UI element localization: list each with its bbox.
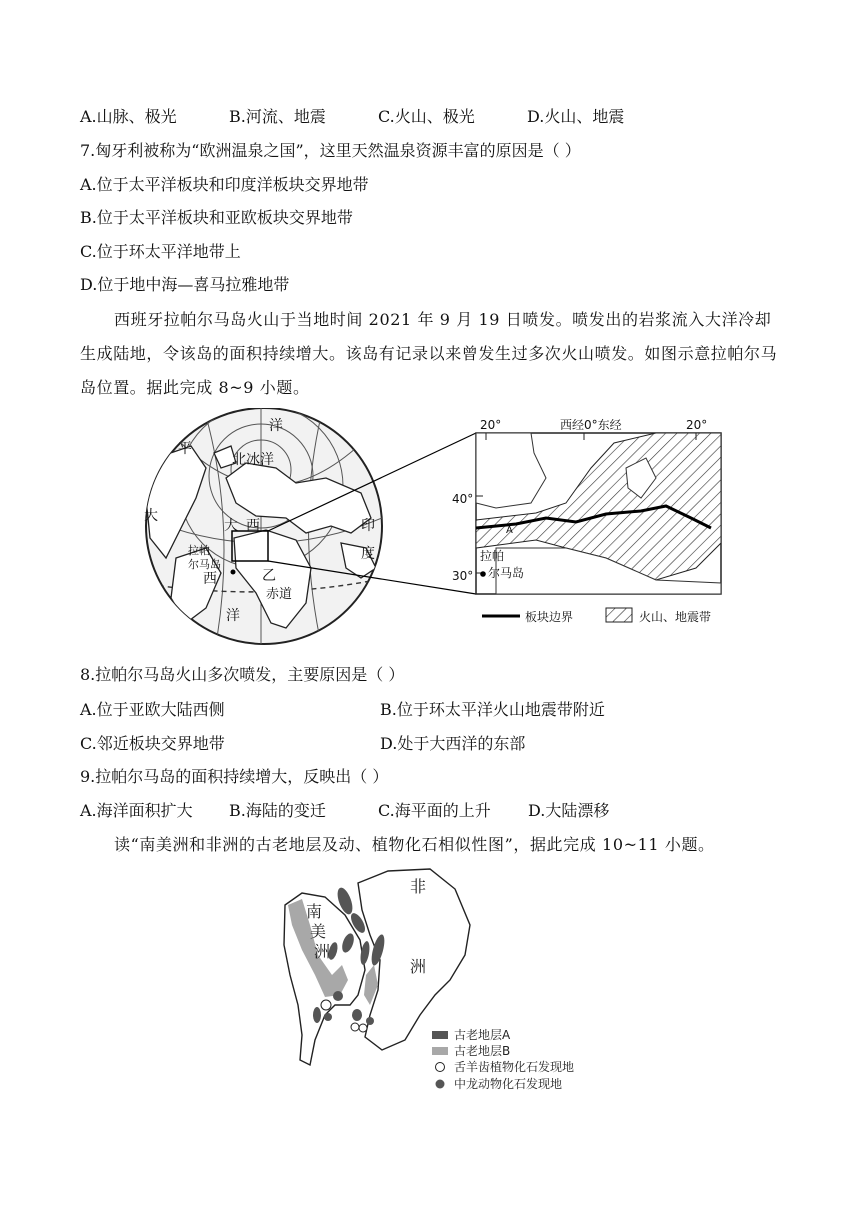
glossopteris-fossil-2 [351,1023,359,1031]
legend-volcano-belt: 火山、地震带 [639,610,712,624]
inset-mark-a: A [506,525,513,536]
q8-option-b: B.位于环太平洋火山地震带附近 [380,700,605,719]
glossopteris-fossil-3 [359,1024,367,1032]
q6-option-b: B.河流、地震 [229,107,326,126]
stratum-a-7 [313,1007,321,1023]
inset-lat-40: 40° [452,492,474,506]
q7-option-c: C.位于环太平洋地带上 [80,242,241,261]
globe-label-da-left: 大 [144,508,158,524]
legend-stratum-b-symbol [432,1047,448,1055]
mesosaurus-fossil-1 [333,991,343,1001]
globe-label-yin: 印 [361,518,375,534]
sa-label-3: 洲 [314,942,331,961]
q9-option-c: C.海平面的上升 [378,801,491,820]
q7-option-d: D.位于地中海—喜马拉雅地带 [80,275,290,294]
inset-map [452,418,721,624]
mesosaurus-fossil-3 [366,1017,374,1025]
legend-glossopteris-symbol [436,1063,445,1072]
mesosaurus-fossil-2 [324,1013,332,1021]
legend-plate-boundary: 板块边界 [525,610,574,624]
inset-lon-right: 20° [686,418,708,432]
q6-option-a: A.山脉、极光 [80,107,177,126]
q7-option-b: B.位于太平洋板块和亚欧板块交界地带 [80,208,353,227]
legend-stratum-a: 古老地层A [454,1028,511,1042]
globe-label-du: 度 [361,546,375,562]
glossopteris-fossil-1 [321,1000,331,1010]
globe-label-xi: 西 [203,571,217,587]
passage-la-palma: 西班牙拉帕尔马岛火山于当地时间 2021 年 9 月 19 日喷发。喷发出的岩浆流入大洋冷却生成陆地，令该岛的面积持续增大。该岛有记录以来曾发生过多次火山喷发。如图示意拉帕尔马岛位置。据此完成 8~9 小题。 [80,310,778,397]
q6-option-c: C.火山、极光 [378,107,475,126]
legend-stratum-a-symbol [432,1031,448,1039]
q8-option-c: C.邻近板块交界地带 [80,734,225,753]
af-label-2: 洲 [410,957,427,976]
globe-label-la-pa: 拉帕 [188,544,210,557]
globe-label-arctic: 北冰洋 [232,452,274,468]
globe-label-da: 大 [224,518,238,534]
inset-lon-left: 20° [480,418,502,432]
q7-option-a: A.位于太平洋板块和印度洋板块交界地带 [80,175,369,194]
legend-volcano-belt-symbol [606,608,632,622]
legend-stratum-b: 古老地层B [454,1044,511,1058]
inset-lat-30: 30° [452,569,474,583]
af-label-1: 非 [410,877,427,896]
inset-lon-center: 西经0°东经 [560,418,622,432]
q9-stem: 9.拉帕尔马岛的面积持续增大，反映出（ ） [80,767,389,786]
q7-stem: 7.匈牙利被称为“欧洲温泉之国”，这里天然温泉资源丰富的原因是（ ） [80,141,581,160]
inset-island-l2: 尔马岛 [488,566,525,580]
q8-option-d: D.处于大西洋的东部 [380,734,526,753]
globe-label-ocean-top: 洋 [269,418,283,434]
sa-label-1: 南 [306,902,323,921]
globe-label-ping: 平 [178,441,192,457]
la-palma-dot [231,570,236,575]
globe-label-xi-top: 西 [246,518,260,534]
globe-label-ocean-bottom: 洋 [226,608,240,624]
q8-stem: 8.拉帕尔马岛火山多次喷发，主要原因是（ ） [80,665,405,684]
q9-option-b: B.海陆的变迁 [229,801,326,820]
stratum-a-8 [352,1009,362,1021]
q6-option-d: D.火山、地震 [527,107,625,126]
q9-option-a: A.海洋面积扩大 [80,801,193,820]
figure-continents-fossils [270,865,600,1105]
sa-label-2: 美 [310,922,327,941]
inset-la-palma-dot [480,571,486,577]
globe-label-er-ma-dao: 尔马岛 [188,558,221,571]
inset-island-l1: 拉帕 [480,549,505,563]
legend-glossopteris: 舌羊齿植物化石发现地 [454,1060,575,1074]
passage-continents: 读“南美洲和非洲的古老地层及动、植物化石相似性图”，据此完成 10~11 小题。 [114,835,715,854]
globe-label-equator: 赤道 [266,587,293,602]
figure-la-palma-location [136,408,736,653]
legend-mesosaurus-symbol [436,1080,445,1089]
q9-option-d: D.大陆漂移 [528,801,610,820]
globe-label-yi: 乙 [262,568,276,584]
q8-option-a: A.位于亚欧大陆西侧 [80,700,225,719]
globe [141,408,386,648]
legend-mesosaurus: 中龙动物化石发现地 [454,1077,563,1091]
